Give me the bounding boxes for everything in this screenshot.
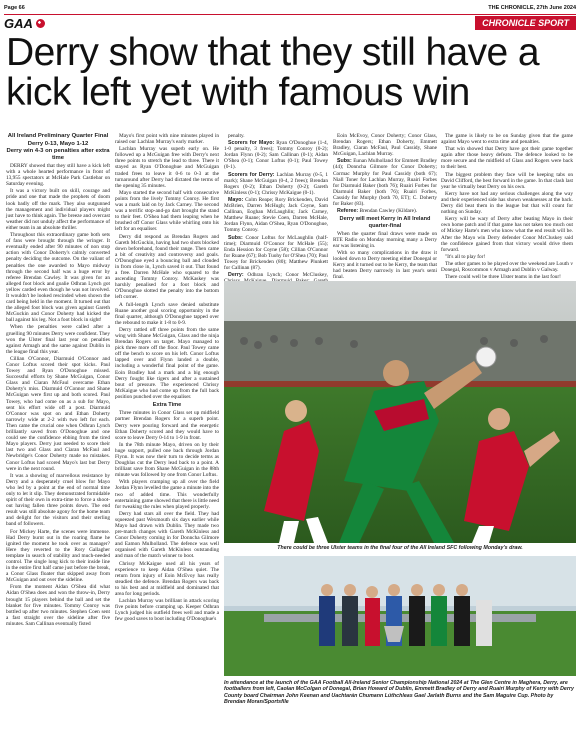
scorers-mayo-title: Scorers for Mayo: xyxy=(228,140,275,147)
match-action-photo xyxy=(224,281,576,543)
derry-subs-text: Eunan Mulholland for Emmett Bradley (44); Donncha Gilmore for Conor Doherty; Cormac Murphy for Paul Cassidy (both 67); Niall Toner for Lachlan Murray, Ruairi Forbes for Diarmuid Baker (both 76); Ruairi Forbes for Diarmuid Baker (both 76); Ruairi Forbes, Cassidy for Murphy (both 70, ET); C. Doherty for Baker (83). xyxy=(333,158,437,208)
mayo-subs-title: Subs: xyxy=(228,234,243,241)
paragraph: Kerry will be wary of Derry after beating Mayo in their own home patch and if that game has not taken too much out of Mickey Harte's men who know what the end result will be. After the Mayo win Derry defender Conor McCluskey said the confidence gained from that victory would drive them forward. xyxy=(441,216,573,253)
launch-photo-illustration xyxy=(224,556,576,676)
derry-subs xyxy=(333,158,437,207)
subheading-extra-time: Extra Time xyxy=(152,402,182,409)
paragraph: Three minutes in Conor Glass set up midfield partner Brendan Rogers for a superb point. Derry were pouring forward and the energetic Ethan Doherty scored and they would have to score to leave Derry 0-14 to 1-9 in front. xyxy=(115,410,219,441)
scorers-mayo-text: Ryan O'Donoghue (1-4, 1-0 penalty, 3 frees); Tommy Conroy (0-2); Jordan Flynn (0-2); Sam Callinan (0-1); Aidan O'Shea (0-1); Conor Loftus (0-1); Paul Towey (0-1). xyxy=(224,140,329,171)
lead-result: Derry win 4-3 on penalties after extra time xyxy=(6,148,110,161)
lead-title: All Ireland Preliminary Quarter Final xyxy=(7,133,109,139)
mayo-team xyxy=(224,197,328,234)
paragraph: Mayo's first point with nine minutes played in raised our Lachlan Murray's early marker. xyxy=(115,133,219,146)
photo-caption: There could be three Ulster teams in the final four of the All Ireland SFC following Monday's draw. xyxy=(277,545,523,551)
paragraph: DERRY showed that they still have a kick left with a whole hearted performance in front of 13,955 spectators at McHale Park Castlebar on Saturday evening. xyxy=(6,163,110,188)
section-bar xyxy=(4,14,576,31)
paragraph: For Mickey Harte, the scenes were immense. Had Derry burnt out in the roaring flame he ignited the moment he took over as manager? Here they reverted to the Rory Gallagher template in search of stability and much-needed control. The single long kick to their inside line in the entire first half came just before the break, a Conor Glass floater that skipped away from McGuigan and out over the sideline. xyxy=(6,528,110,584)
paragraph: The biggest problem they face will be keeping tabs on David Clifford, the best forward in the game. In that clash last year he virtually beat Derry on his own. xyxy=(441,171,573,190)
scorers-derry xyxy=(224,172,328,196)
paragraph: The other games to be played over the weekend are Louth v Donegal, Roscommon v Armagh and Dublin v Galway. xyxy=(441,260,573,273)
mayo-team-title: Mayo: xyxy=(228,196,244,203)
scorers-derry-title: Scorers for Derry: xyxy=(228,171,275,178)
referee-title: Referee: xyxy=(337,208,359,215)
launch-event-photo xyxy=(224,556,576,676)
referee-text: Brendan Cawley (Kildare). xyxy=(359,208,418,215)
page-number: Page 66 xyxy=(4,5,25,11)
paragraph: "It's all to play for! xyxy=(445,253,486,260)
gaa-ball-icon xyxy=(36,19,45,28)
paragraph: That win showed that Derry have got their game together again after those heavy defeats. The defence looked to be more secure and the midfield of Glass and Rogers were back to their best. xyxy=(441,146,573,171)
section-logo-text: GAA xyxy=(4,15,33,31)
badge-word-sport: SPORT xyxy=(538,18,569,28)
scorers-derry-text: Lachlan Murray (0-5, 1 mark); Shane McGuigan (0-4, 2 frees); Brendan Rogers (0-2); Ethan Doherty (0-2); Gareth McKinless (0-1); Chrissy McKaigue (0-1). xyxy=(224,171,329,196)
article-column-2 xyxy=(115,133,219,733)
subheading-quarter-final: Derry will meet Kerry in All Ireland quarter-final xyxy=(339,216,431,229)
badge-word-chronicle: CHRONICLE xyxy=(482,18,536,28)
paragraph: Throughout this extraordinary game both sets of fans were brought through the wringer. It eventually ended after 90 minutes of non stop action with Conor Doherty's calmly converted penalty deciding the outcome. On the valiant of penalties the one awarded to Mayo midway through the second half was a huge error by referee Brendan Cawley. It was given for an alleged foot block and goalie Odhran Lynch got yellow carded even though he was not involved. It wouldn't be looked rescinded when shown the card being held in the moment. It turned out that the alleged foot block was given against Gareth McGuckin and Conor Doherty had kicked the ball against his leg. Not a foot block in sight! xyxy=(6,232,110,324)
derry-team-title: Derry: xyxy=(228,272,244,279)
paragraph: Derry had stars all over the field. They had squeezed past Wexmouth six days earlier while Mayo had drawn with Dublin. They made two pre-match changes with Gareth McKinless and Conor Doherty coming in for Donncha Gilmore and Eamon Mulholland. The defence was well organised with Gareth McKinless outstanding and man of the match winner to boot. xyxy=(115,510,219,560)
headline: Derry show that they still have a kick left yet with famous win xyxy=(6,31,539,114)
paragraph: Mayo started the second half with consecutive points from the lively Tommy Conroy. He first was a mark laid on by Jack Carney. The second was a terrific stop-and-go dart brought the stand to their feet. O'Shea had them leaping when he brushed off Conor Glass while whirling onto his left for an equaliser. xyxy=(115,189,219,233)
paragraph: With so many complications in the draw it looked down to Derry meeting either Donegal or Kerry and it turned out to be Kerry, the team that had beaten Derry narrowly in last year's semi final. xyxy=(333,250,437,281)
paper-dateline: THE CHRONICLE, 27th June 2024 xyxy=(488,5,576,11)
paragraph: With players cramping up all over the field Jordan Flynn levelled the game a minute into the two of added time. This wonderfully entertaining game showed that there is little need for tweaking the rules when played properly. xyxy=(115,479,219,510)
paragraph: From the moment Aidan O'Shea did what Aidan O'Shea does and won the throw-in, Derry brought 15 players behind the ball and set the blanket for five minutes. Tommy Conroy was bottled up after two minutes. Stephen Coen sent a fast straight over the sideline after five minutes. Sam Callinan eventually fisted xyxy=(6,584,110,627)
paragraph: Derry did respond as Brendan Rogers and Gareth McGuckin, having had two shots blocked down beforehand, found their range. Then came a bit of creativity and controversy and goals. O'Donoghue eyed a bouncing ball and clouded in from close in, Lynch saved it out. That found a free. Darren McHale who squared to the ascending Tommy Conroy. McKaskey was harshly penalised for a foot block and O'Donoghue slotted the penalty into the bottom left corner. xyxy=(115,233,220,301)
paragraph: A full-length Lynch save denied substitute Ruane another goal scoring opportunity in the final quarter, although O'Donoghue tapped over the rebound to make it 1-8 to 0-9. xyxy=(115,301,219,326)
paragraph: Cillian O'Connor, Diarmuid O'Connor and Conor Loftus scored their spot kicks. Paul Towey and Ryan O'Donoghue missed. Successful efforts by Shane McGuigan, Conor Glass and Ciaran McFaul overcame Ethan Doherty's miss. Diarmuid O'Connor and Shane McGuigan were first up and both scored. Paul Towey, who had come on as a sub for Mayo, sent his effort wide off a post. Diarmuid O'Connor was spot on and Ethan Doherty narrowly wide at 2-2 with two left for each. Then came the crucial one when Odhran Lynch brilliantly saved from O'Donoghue and one could see the confidence ebbing from the tired Mayo players. Derry just needed to score their last two and Glass and Ciaran McFaul and Newbridge's Conor Doherty made no mistakes. Conor Loftus had scored Mayo's last but Derry were in the next round. xyxy=(6,355,110,472)
lead-score: Derry 0-13, Mayo 1-12 xyxy=(27,140,89,147)
article-column-3 xyxy=(224,133,328,278)
paragraph: When the penalties were called after a gruelling 90 minutes Derry were confident. They won the Ulster final last year on penalties against Armagh and the same against Dublin in the league final this year. xyxy=(6,324,110,355)
paragraph: The game is likely to be on Sunday given that the game against Mayo went to extra time and penalties. xyxy=(441,133,573,146)
derry-subs-title: Subs: xyxy=(337,158,352,165)
paragraph: Chrissy McKaigue used all his years of experience to keep Aidan O'Shea quiet. The return from injury of Eoin McEvoy has really steadied the defence. Brendan Rogers was back to his best and at midfield and dominated that area for long periods. xyxy=(115,560,219,598)
derry-team-text: Odhran Lynch; Conor McCluskey, xyxy=(247,272,329,279)
match-photo-illustration xyxy=(224,281,576,543)
paragraph: Lachlan Murray was brilliant in attack scoring five points before cramping up. Keeper Odhran Lynch judged his outfield frees well and made a few good saves to boot including O'Donoghue's xyxy=(115,598,219,623)
paragraph: It was a showing of marvellous resistance by Derry and a desperately cruel blow for Mayo who led by a point at the end of normal time only to let it slip. They demonstrated formidable spirit of their own in extra-time to force a shoot-out having fallen three points down. The end result was still absolute agony for the home team and delight for the visitors and their sterling band of followers. xyxy=(6,472,110,528)
paragraph: It was a victory built on skill, courage and pride and one that made the prophets of doom look badly off the mark. They also outgunned the management and individual players might just have to think again. The breeze and overcast weather did not unduly affect the performance of either team in an absolute thriller. xyxy=(6,188,110,231)
chronicle-sport-badge xyxy=(475,16,576,30)
article-column-5 xyxy=(441,133,573,281)
mayo-subs-text: Conor Loftus for McLaughlin (half-time); Diarmuid O'Connor for McHale (55); Enda Hession for Coyne (58); Cillian O'Connor for Ruane (67); Bob Tuohy for O'Shea (70); Paul Towey for Brickenden (80); Matthew Plunkett for Callinan (87). xyxy=(224,234,329,271)
scorers-mayo xyxy=(224,140,328,170)
gaa-logo xyxy=(4,16,45,31)
paragraph: Kerry have not had any serious challenges along the way and their experienced side has shown weaknesses at the back. Derry did beat them in the league but that will count for nothing on Sunday. xyxy=(441,190,573,216)
article-column-4 xyxy=(333,133,437,281)
article-column-1 xyxy=(6,133,110,733)
paragraph: When the quarter final draws were made on RTE Radio on Monday morning many a Derry ear was listening in. xyxy=(333,230,437,249)
paragraph: In the 78th minute Mayo, driven on by their huge support, pulled one back through Jordan Flynn. It was now their turn to decide terms as Doughlas cut the Derry lead back to a point. A brilliant save from Shane McGuigan in the 88th minute was followed by one from Conor Loftus. xyxy=(115,441,219,479)
launch-caption: In attendance at the launch of the GAA Football All-Ireland Senior Championship National 2024 at The Glen Centre in Maghera, Derry, are footballers from left, Caolan McColgan of Donegal, Brian Howard of Dublin, Emmett Bradley of Derry and Ruairi Murphy of Kerry with Derry County board Chairman John Keenan and Uachtarán Chumann Lúthchleas Gael Jarlath Burns and the Sam Maguire Cup. Photo by Brendan Moran/Sportsfile xyxy=(224,680,574,705)
mayo-team-text: Colm Reape; Rory Brickenden, David McBrien, Darren McHugh; Jack Coyne, Sam Callinan, Eoghan McLaughlin; Jack Carney, Matthew Ruane; Stevie Coen, Darren McHale, Jordan Flynn, Aidan O'Shea, Ryan O'Donoghue, Tommy Conroy. xyxy=(224,196,329,234)
paragraph: Derry rattled off three points from the same wing with Shane McGuigan, Glass and the ninja Brendan Rogers on target. Mayo managed to pick three more off the floor. Paul Towey came off the bench to score on his left. Conor Loftus lapped over and Flynn landed a double, including a wonderful final point of the game. Eoin Bradley had a mark and a big enough Derry fought like tigers and after a sustained bout of pressure. The experienced Chrissy McKaigue who had come up from the full back position punched over the equaliser. xyxy=(115,326,219,400)
page-header xyxy=(4,2,576,14)
paragraph: Eoin McEvoy, Conor Doherty; Conor Glass, Brendan Rogers; Ethan Doherty, Emmett Bradley, Ciaran McFaul, Paul Cassidy, Shane McGuigan, Lachlan Murray. xyxy=(333,133,437,158)
paragraph: Lachlan Murray was superb early on. He followed up a McGuigan free with Derry's next three points to stretch the lead to three. There it stayed as Ryan O'Donoghue and McGuigan traded frees to leave it 0-6 to 0-3 at the turnaround after Derry had dictated the terms of the opening 35 minutes. xyxy=(115,146,219,189)
mayo-subs xyxy=(224,235,328,272)
referee xyxy=(333,208,437,214)
paragraph: penalty. xyxy=(228,133,245,139)
paragraph: There could well be three Ulster teams in the last four! xyxy=(445,274,561,281)
